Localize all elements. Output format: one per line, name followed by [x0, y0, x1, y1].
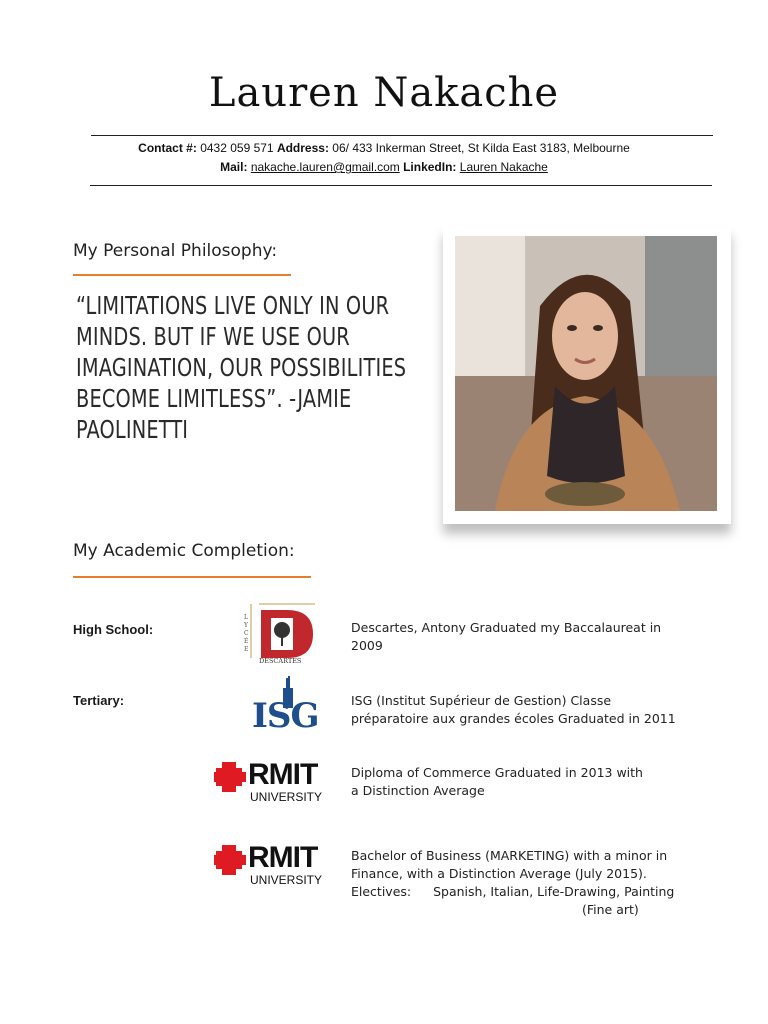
rmit-word: RMIT	[248, 758, 318, 791]
address-value: 06/ 433 Inkerman Street, St Kilda East 3183, Melbourne	[332, 141, 630, 155]
philosophy-title: My Personal Philosophy:	[73, 241, 278, 261]
header-bottom-rule	[90, 185, 712, 186]
academic-title: My Academic Completion:	[73, 541, 295, 561]
contact-line	[0, 141, 768, 155]
bachelor-line-4: (Fine art)	[582, 902, 639, 917]
profile-photo-illustration	[455, 236, 717, 511]
address-label: Address:	[276, 141, 329, 155]
isg-description	[351, 692, 701, 728]
bachelor-description	[351, 847, 701, 919]
resume-name: Lauren Nakache	[208, 70, 560, 116]
profile-photo	[455, 236, 717, 511]
tertiary-label: Tertiary:	[73, 693, 125, 708]
diploma-description	[351, 764, 701, 800]
descartes-description	[351, 619, 701, 655]
descartes-word: DESCARTES	[259, 657, 302, 665]
linkedin-link[interactable]: Lauren Nakache	[459, 160, 548, 174]
descartes-line-2: 2009	[351, 638, 383, 653]
descartes-side-text: LYCÉE	[244, 614, 249, 653]
rmit-sub: UNIVERSITY	[250, 873, 323, 887]
isg-logo	[250, 676, 330, 740]
philosophy-quote: “LIMITATIONS LIVE ONLY IN OUR MINDS. BUT IF WE USE OUR IMAGINATION, OUR POSSIBILITIES BECOME LIMITLESS”. -JAMIE PAOLINETTI	[76, 291, 407, 444]
contact-label: Contact #:	[138, 141, 197, 155]
bachelor-line-1: Bachelor of Business (MARKETING) with a minor in	[351, 848, 668, 863]
electives-value: Spanish, Italian, Life-Drawing, Painting	[433, 884, 675, 899]
contact-value: 0432 059 571	[200, 141, 274, 155]
isg-line-1: ISG (Institut Supérieur de Gestion) Classe	[351, 693, 612, 708]
linkedin-label: LinkedIn:	[403, 160, 457, 174]
philosophy-underline	[73, 274, 291, 276]
mail-line	[0, 160, 768, 174]
mail-label: Mail:	[220, 160, 248, 174]
mail-link[interactable]: nakache.lauren@gmail.com	[250, 160, 400, 174]
rmit-logo-2	[214, 843, 338, 889]
profile-photo-frame	[443, 226, 731, 524]
bachelor-electives	[351, 883, 701, 901]
diploma-line-2: a Distinction Average	[351, 783, 485, 798]
electives-label: Electives:	[351, 884, 412, 899]
high-school-label: High School:	[73, 622, 154, 637]
header-top-rule	[91, 135, 713, 136]
descartes-logo	[237, 602, 323, 664]
rmit-logo-1	[214, 760, 338, 806]
academic-underline	[73, 576, 311, 578]
bachelor-line-2: Finance, with a Distinction Average (July 2015).	[351, 866, 647, 881]
diploma-line-1: Diploma of Commerce Graduated in 2013 with	[351, 765, 643, 780]
rmit-pixel-icon	[214, 845, 248, 875]
rmit-sub: UNIVERSITY	[250, 790, 323, 804]
rmit-word: RMIT	[248, 841, 318, 874]
rmit-pixel-icon	[214, 762, 248, 792]
isg-word: ISG	[252, 696, 319, 736]
descartes-line-1: Descartes, Antony Graduated my Baccalaureat in	[351, 620, 662, 635]
isg-line-2: préparatoire aux grandes écoles Graduated in 2011	[351, 711, 676, 726]
